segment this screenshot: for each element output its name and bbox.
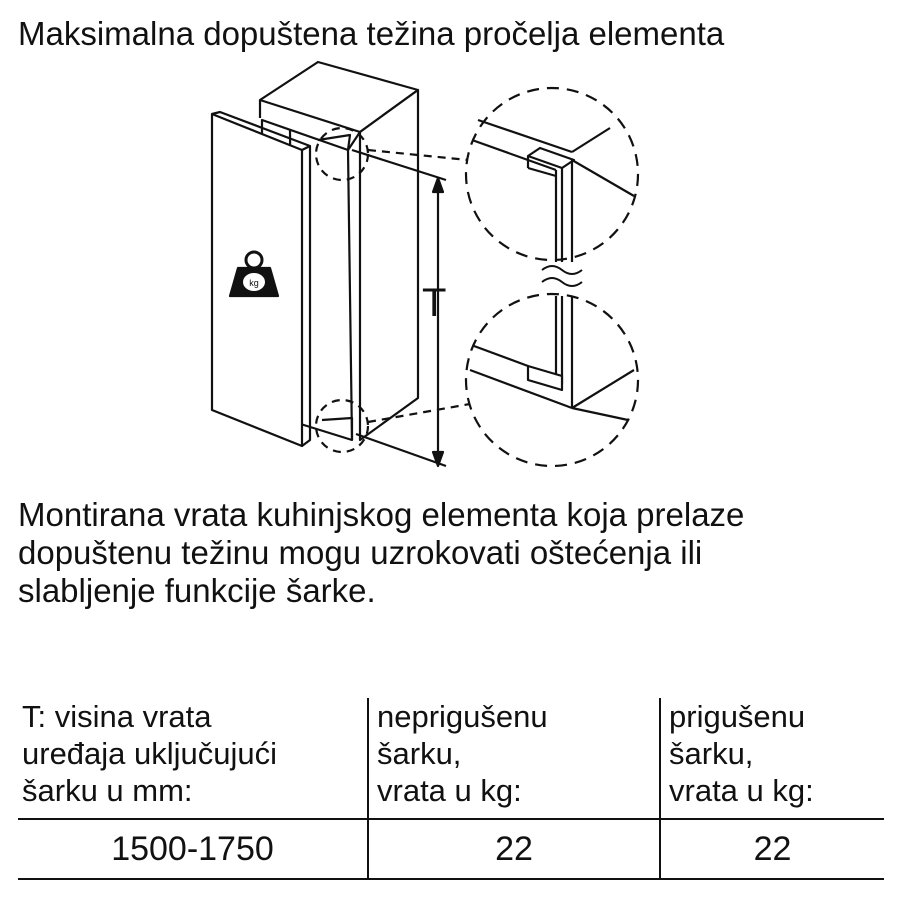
table-header-row [18,698,884,819]
height-letter: T [422,281,447,325]
cell-height-range: 1500-1750 [18,819,368,879]
weight-table [18,698,884,880]
warning-text [18,496,878,610]
table-row [18,819,884,879]
warning-line: Montirana vrata kuhinjskog elementa koja prelaze [18,496,745,533]
lower-hinge-detail [466,294,638,466]
header-damped: prigušenu šarku, vrata u kg: [660,698,884,819]
cell-damped-weight: 22 [660,819,884,879]
header-undamped: neprigušenu šarku, vrata u kg: [368,698,660,819]
cell-undamped-weight: 22 [368,819,660,879]
header-height: T: visina vrata uređaja uključujući šarku u mm: [18,698,368,819]
page-title: Maksimalna dopuštena težina pročelja elementa [18,15,725,52]
weight-icon-label: kg [249,278,259,288]
upper-hinge-detail [466,88,638,262]
warning-line: dopuštenu težinu mogu uzrokovati oštećenja ili [18,534,703,571]
warning-line: slabljenje funkcije šarke. [18,572,376,609]
